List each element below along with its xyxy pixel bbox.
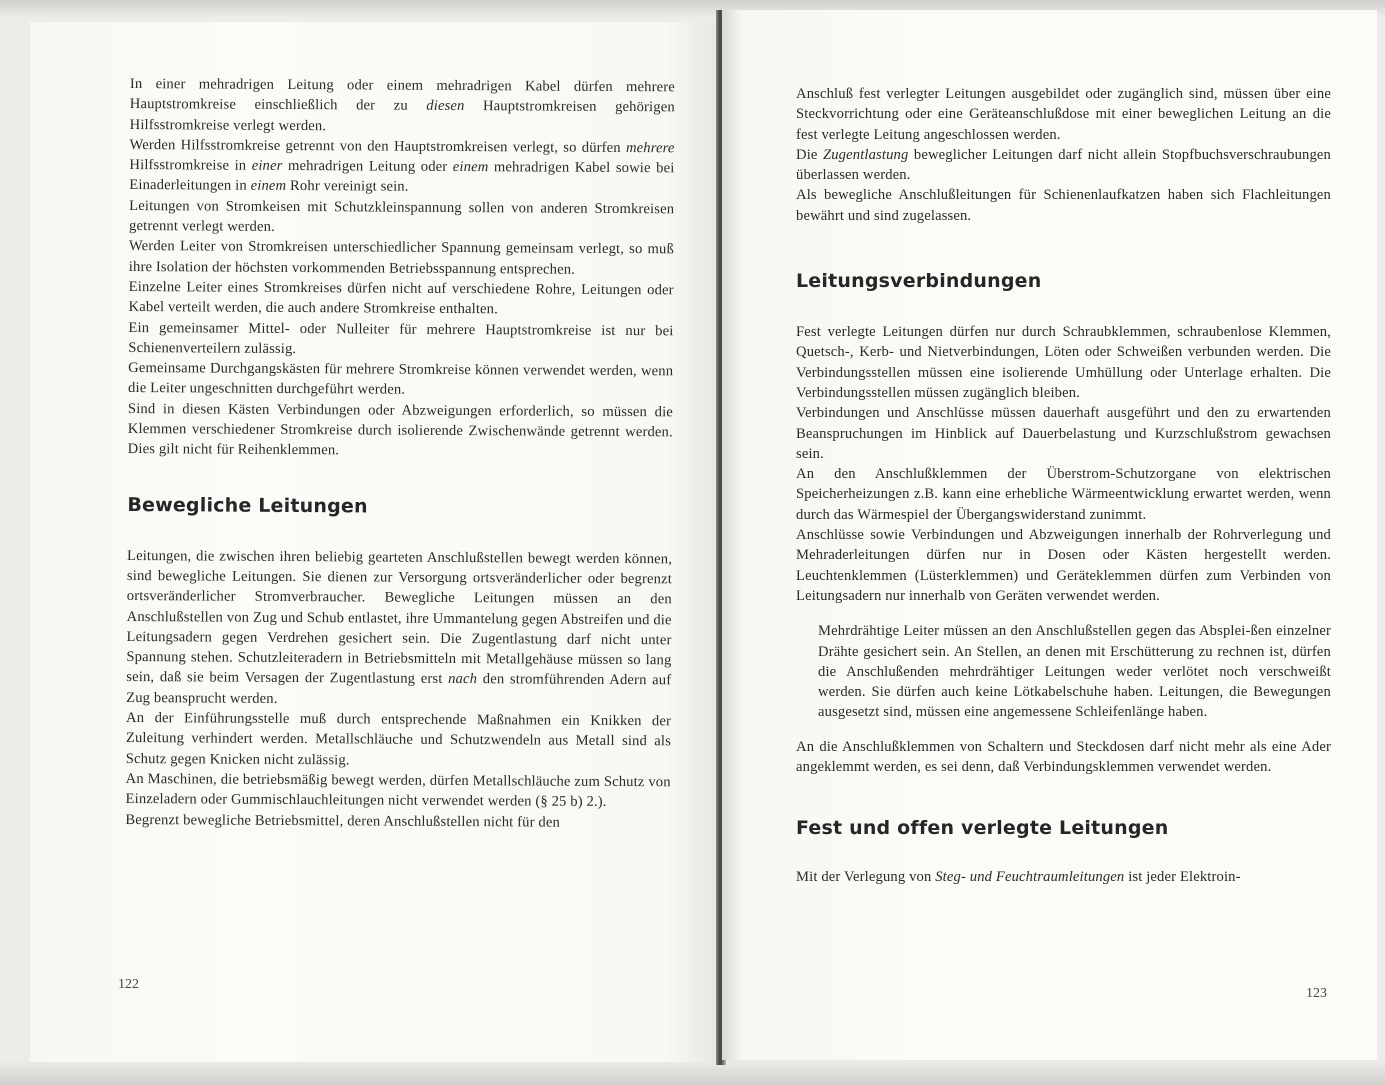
text-run: mehradrigen Leitung oder	[282, 158, 453, 176]
section-heading-fest-und-offen-verlegte-leitungen: Fest und offen verlegte Leitungen	[796, 817, 1169, 840]
right-body-paragraphs	[796, 322, 1331, 606]
italic-run: diesen	[426, 98, 465, 115]
left-page	[30, 22, 720, 1062]
paragraph	[796, 464, 1331, 525]
text-run: Mit der Verlegung von	[796, 869, 936, 886]
text-run: den stromführenden Adern auf Zug beansprucht werden.	[126, 671, 672, 707]
text-run: Werden Hilfsstromkreise getrennt von den Hauptstromkreisen verlegt, so dürfen	[129, 136, 627, 156]
italic-run: mehrere	[625, 139, 675, 157]
text-run: An Maschinen, die betriebsmäßig bewegt werden, dürfen Metallschläuche zum Schutz von Einzeladern oder Gummischlauchleitungen nicht verwendet werden (§ 25 b) 2.).	[125, 770, 671, 811]
text-run: Einzelne Leiter eines Stromkreises dürfen nicht auf verschiedene Rohre, Leitungen oder Kabel verteilt werden, die auch andere Stromkreise enthalten.	[128, 278, 674, 318]
indented-note-block	[818, 621, 1331, 722]
italic-run: nach	[448, 671, 478, 688]
text-run: An den Anschlußklemmen der Überstrom-Schutzorgane von elektrischen Speicherheizungen z.B. kann eine erhebliche Wärmeentwicklung erwartet werden, wenn durch das Wärmespiel der Übergangswiderstand zunimmt.	[796, 466, 1331, 523]
paragraph	[125, 809, 670, 833]
paragraph	[126, 546, 672, 712]
text-run: Gemeinsame Durchgangskästen für mehrere Stromkreise können verwendet werden, wenn die Leiter ungeschnitten durchgeführt werden.	[128, 360, 674, 399]
text-run: Verbindungen und Anschlüsse müssen dauerhaft ausgeführt und den zu erwartenden Beanspruchungen im Hinblick auf Dauerbelastung und Kurzschlußstrom gewachsen sein.	[796, 405, 1331, 462]
paragraph	[129, 277, 674, 321]
text-run: Die	[796, 146, 823, 163]
text-run: Werden Leiter von Stromkreisen unterschiedlicher Spannung gemeinsam verlegt, so muß ihre Isolation der höchsten vorkommenden Betriebsspannung entsprechen.	[128, 238, 674, 278]
left-body-paragraphs	[125, 546, 672, 833]
paragraph	[129, 196, 674, 240]
paragraph	[128, 399, 673, 463]
right-final-paragraph	[796, 867, 1331, 887]
paragraph	[130, 74, 675, 138]
italic-run: einem	[452, 159, 489, 176]
text-run: Sind in diesen Kästen Verbindungen oder Abzweigungen erforderlich, so müssen die Klemmen verschiedener Stromkreise durch isolierende Zwischenwände getrennt werden. Dies gilt nicht für Reihenklemmen.	[127, 400, 673, 459]
paragraph	[129, 135, 674, 199]
text-run: Hauptstromkreisen gehörigen Hilfsstromkreise verlegt werden.	[129, 98, 675, 134]
paragraph	[796, 867, 1331, 887]
paragraph	[126, 769, 671, 813]
italic-run: Zugentlastung	[822, 146, 909, 163]
paragraph	[796, 185, 1331, 226]
paragraph	[818, 621, 1331, 722]
paragraph	[128, 358, 673, 402]
right-page	[722, 10, 1377, 1060]
text-run: Leitungen, die zwischen ihren beliebig gearteten Anschlußstellen bewegt werden können, sind bewegliche Leitungen. Sie dienen zur Versorgung ortsveränderlicher oder begrenzt ortsveränderlicher Stromverbraucher. Bewegliche Leitungen müssen an den Anschlußstellen von Zug und Schub entlastet, ihre Ummantelung gegen Abstreifen und die Leitungsadern gegen Verdrehen gesichert sein. Die Zugentlastung darf nicht unter Spannung stehen. Schutzleiteradern in Betriebsmitteln mit Metallgehäuse müssen so lang sein, daß sie beim Versagen der Zugentlastung erst	[126, 547, 673, 688]
paragraph	[128, 318, 673, 362]
page-number-left: 122	[118, 977, 139, 992]
paragraph	[796, 737, 1331, 778]
text-run: Anschlüsse sowie Verbindungen und Abzweigungen innerhalb der Rohrverlegung und Mehraderleitungen dürfen nur in Dosen oder Kästen hergestellt werden. Leuchtenklemmen (Lüsterklemmen) und Geräteklemmen dürfen zum Verbinden von Leitungsadern nur innerhalb von Geräten verwendet werden.	[796, 527, 1331, 604]
text-run: Begrenzt bewegliche Betriebsmittel, deren Anschlußstellen nicht für den	[125, 811, 561, 831]
paragraph	[129, 236, 674, 280]
paragraph	[796, 403, 1331, 464]
right-closing-paragraph	[796, 737, 1331, 778]
left-page-text	[125, 74, 675, 833]
paragraph	[796, 145, 1331, 186]
text-run: Leitungen von Stromkeisen mit Schutzkleinspannung sollen von anderen Stromkreisen getrennt verlegt werden.	[129, 197, 675, 235]
left-intro-paragraphs	[128, 74, 675, 463]
paragraph	[796, 84, 1331, 145]
text-run: beweglicher Leitungen darf nicht allein Stopfbuchsverschraubungen überlassen werden.	[796, 146, 1331, 184]
paragraph	[796, 322, 1331, 403]
text-run: ist jeder Elektroin-	[1124, 869, 1241, 886]
page-number-right: 123	[1306, 986, 1327, 1001]
text-run: In einer mehradrigen Leitung oder einem mehradrigen Kabel dürfen mehrere Hauptstromkreise einschließlich der zu	[129, 75, 675, 115]
section-heading-leitungsverbindungen: Leitungsverbindungen	[796, 270, 1042, 293]
text-run: An die Anschlußklemmen von Schaltern und Steckdosen darf nicht mehr als eine Ader angeklemmt werden, es sei denn, daß Verbindungsklemmen verwendet werden.	[796, 738, 1331, 776]
section-heading-bewegliche-leitungen: Bewegliche Leitungen	[127, 493, 368, 518]
text-run: Als bewegliche Anschlußleitungen für Schienenlaufkatzen haben sich Flachleitungen bewährt und sind zugelassen.	[796, 187, 1331, 224]
right-intro-paragraphs	[796, 84, 1331, 226]
text-run: mehradrigen Kabel sowie bei Einaderleitungen in	[129, 159, 675, 195]
paragraph	[126, 708, 671, 772]
italic-run: einem	[250, 178, 287, 195]
text-run: Anschluß fest verlegter Leitungen ausgebildet oder zugänglich sind, müssen über eine Steckvorrichtung oder eine Geräteanschlußdose mit einer beweglichen Leitung an die fest verlegte Leitung angeschlossen werden.	[796, 86, 1331, 143]
paragraph	[796, 525, 1331, 606]
italic-run: einer	[251, 157, 283, 175]
right-page-text	[796, 84, 1331, 888]
text-run: Fest verlegte Leitungen dürfen nur durch Schraubklemmen, schraubenlose Klemmen, Quetsch-, Kerb- und Nietverbindungen, Löten oder Schweißen verbunden werden. Die Verbindungsstellen müssen eine isolierende Umhüllung oder Unterlage erhalten. Die Verbindungsstellen müssen zugänglich bleiben.	[796, 324, 1331, 401]
text-run: Mehrdrähtige Leiter müssen an den Anschlußstellen gegen das Absplei-ßen einzelner Drähte gesichert sein. An Stellen, an denen mit Erschütterung zu rechnen ist, dürfen die Anschlußenden mehrdrähtiger Leitungen weder verlötet noch verschweißt werden. Sie dürfen auch keine Lötkabelschuhe haben. Leitungen, die Bewegungen ausgesetzt sind, müssen eine angemessene Schleifenlänge haben.	[818, 623, 1331, 721]
italic-run: Steg- und Feuchtraumleitungen	[935, 869, 1125, 886]
text-run: Hilfsstromkreise in	[129, 157, 252, 174]
text-run: An der Einführungsstelle muß durch entsprechende Maßnahmen ein Knikken der Zuleitung verhindert werden. Metallschläuche und Schutzwendeln aus Metall sind als Schutz gegen Knicken nicht zulässig.	[125, 710, 672, 768]
text-run: Rohr vereinigt sein.	[286, 178, 409, 196]
text-run: Ein gemeinsamer Mittel- oder Nulleiter für mehrere Hauptstromkreise ist nur bei Schienenverteilern zulässig.	[128, 319, 674, 357]
